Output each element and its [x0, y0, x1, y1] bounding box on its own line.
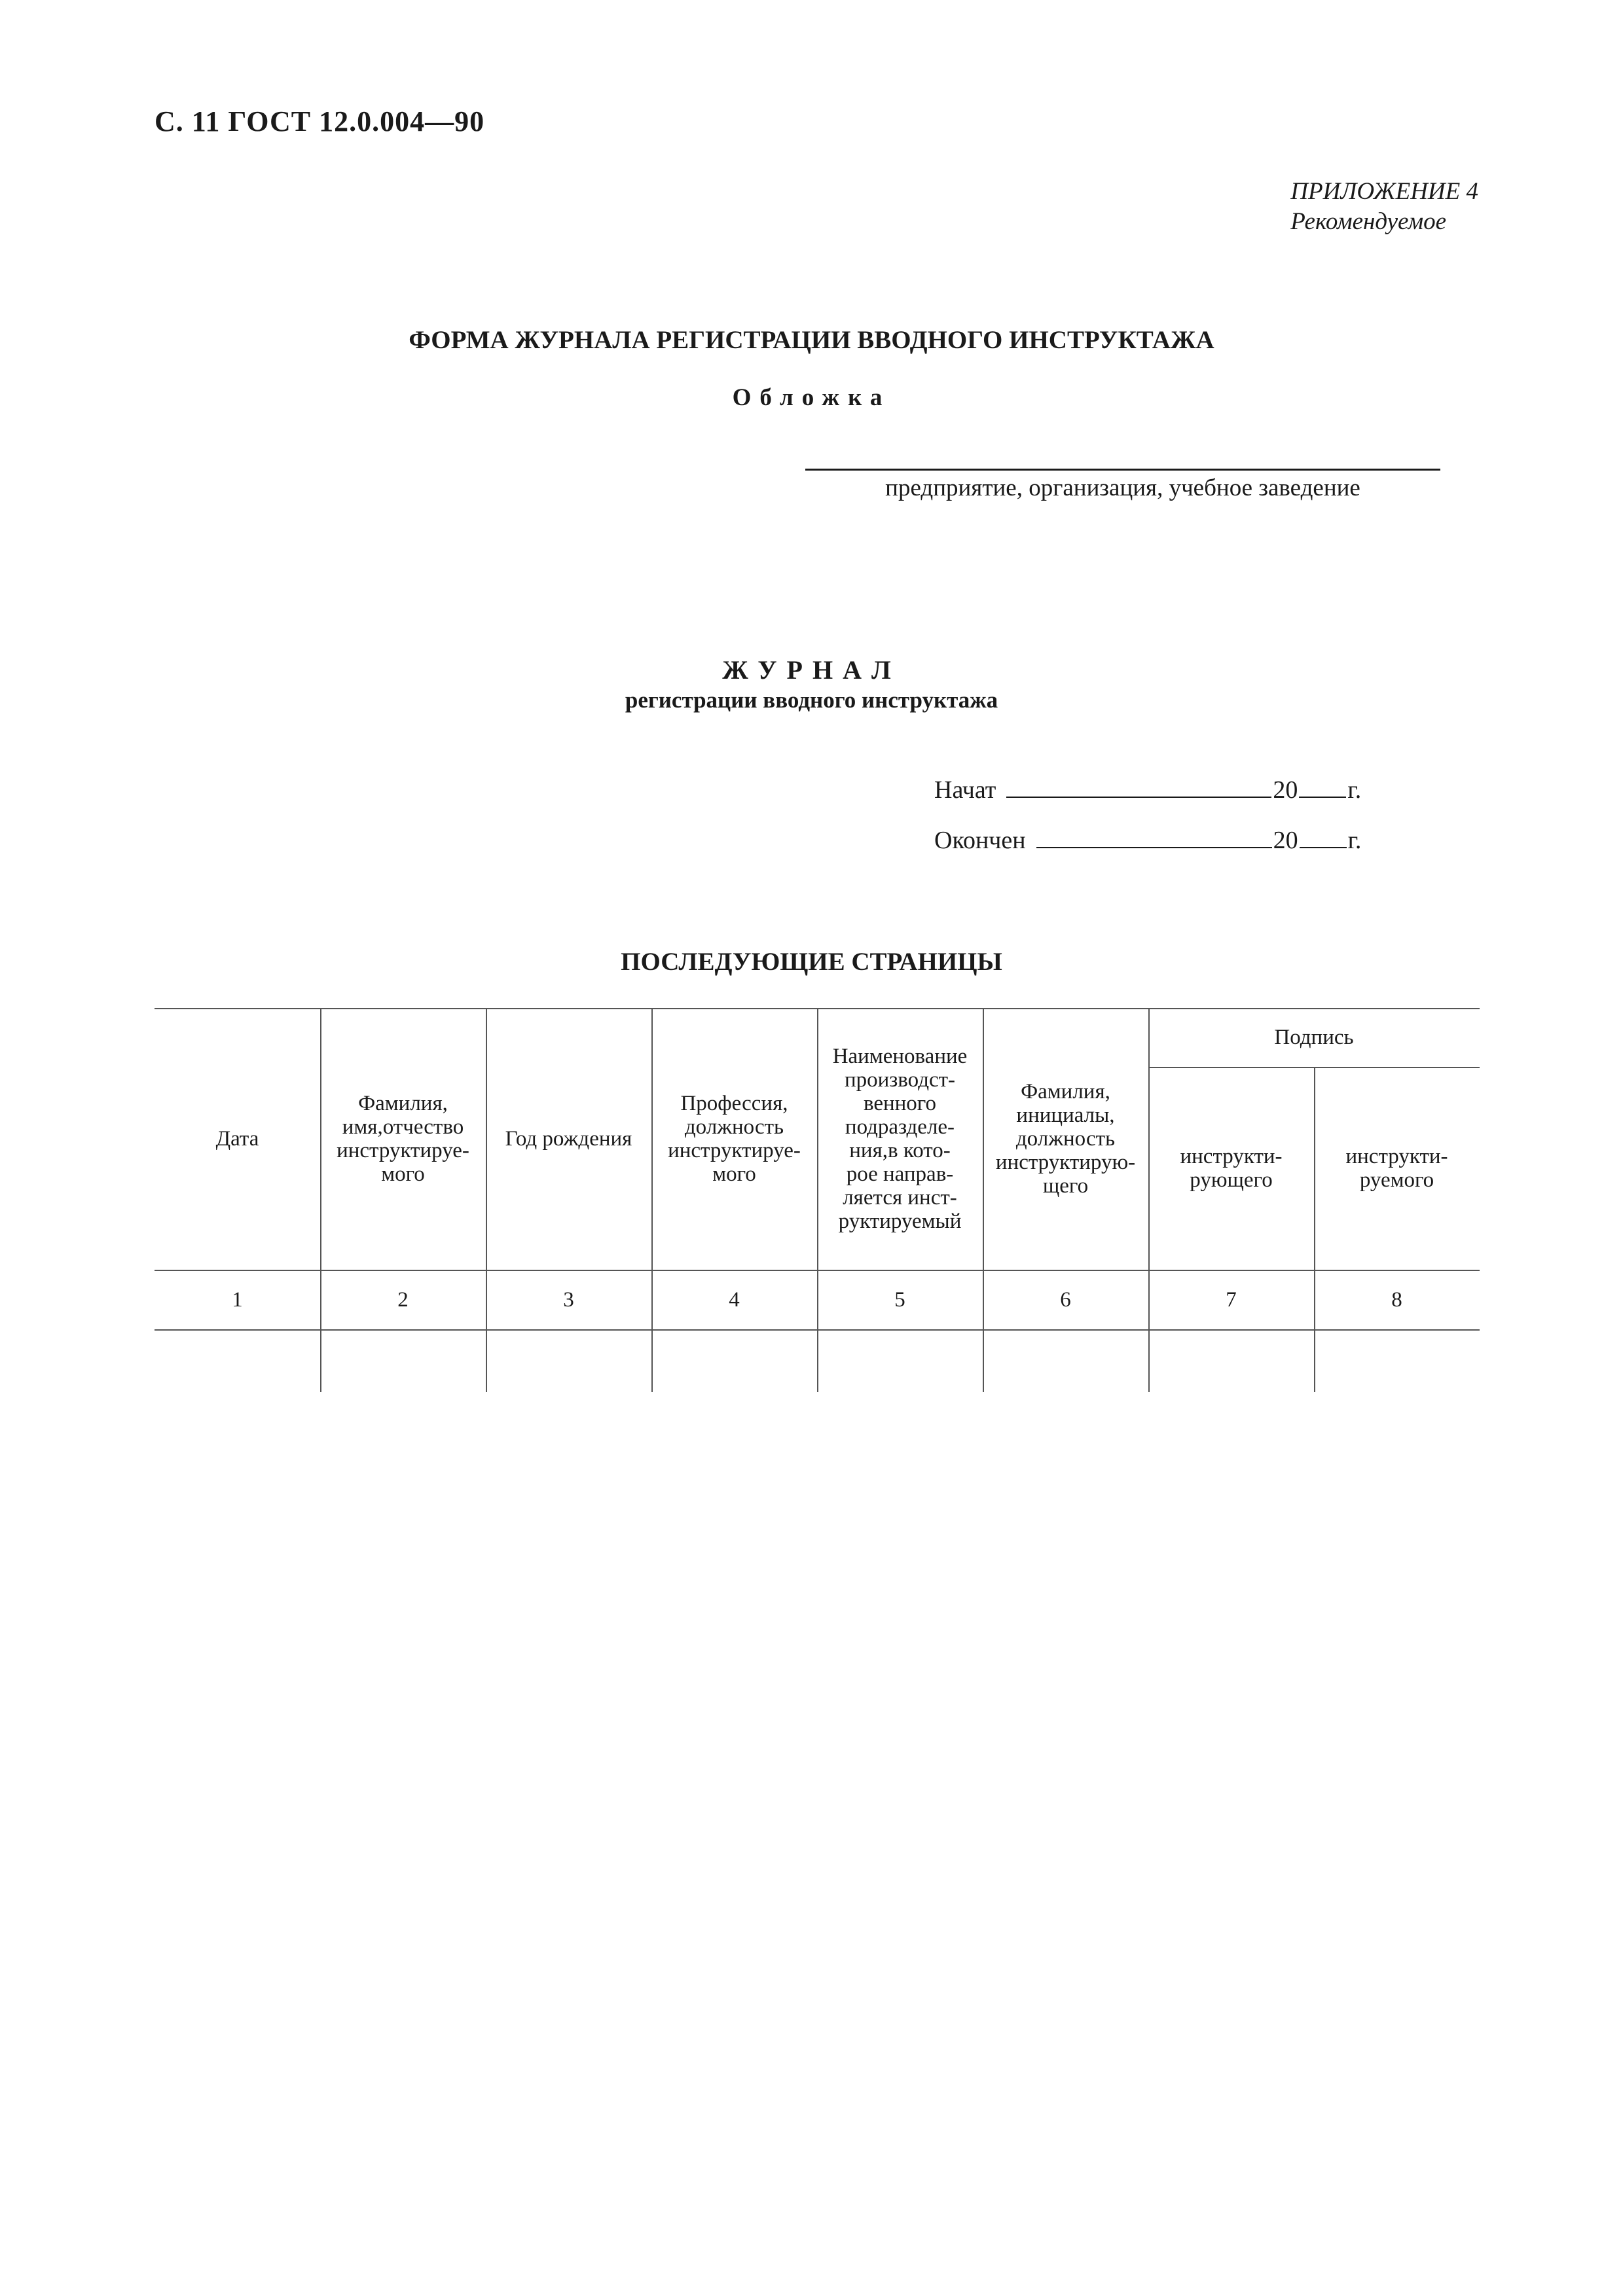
- finished-year-suffix: г.: [1347, 827, 1362, 854]
- column-header-full-name: [320, 1008, 486, 1270]
- finished-year-prefix: 20: [1273, 827, 1298, 854]
- column-number: 3: [563, 1287, 574, 1312]
- column-header-text: Фамилия, имя,отчество инструктируе- мого: [337, 1092, 469, 1186]
- column-header-text: инструкти- руемого: [1345, 1145, 1448, 1192]
- finished-date-blank: [1036, 827, 1272, 848]
- column-header-department: [817, 1008, 983, 1270]
- column-group-header-signature: Подпись: [1274, 1026, 1354, 1049]
- started-year-prefix: 20: [1273, 776, 1298, 804]
- organization-caption: предприятие, организация, учебное заведение: [885, 475, 1360, 501]
- column-number: 8: [1391, 1287, 1402, 1312]
- column-header-text: Фамилия, инициалы, должность инструктирую- щего: [995, 1080, 1136, 1198]
- column-header-text: Профессия, должность инструктируе- мого: [668, 1092, 801, 1186]
- cover-label: Обложка: [732, 384, 891, 411]
- column-number: 7: [1226, 1287, 1237, 1312]
- column-number: 6: [1060, 1287, 1071, 1312]
- journal-title: ЖУРНАЛ: [722, 655, 901, 685]
- finished-year-blank: [1300, 827, 1347, 848]
- organization-blank-line: [805, 469, 1440, 471]
- page-header: С. 11 ГОСТ 12.0.004—90: [155, 105, 485, 137]
- column-header-instructor-signature: [1148, 1067, 1314, 1270]
- column-number: 5: [894, 1287, 905, 1312]
- appendix-number: ПРИЛОЖЕНИЕ 4: [1290, 178, 1478, 205]
- column-number: 2: [397, 1287, 409, 1312]
- column-header-instructor: [983, 1008, 1148, 1270]
- started-label: Начат: [934, 776, 996, 804]
- column-number: 4: [729, 1287, 740, 1312]
- column-header-trainee-signature: [1314, 1067, 1480, 1270]
- finished-date-row: [934, 826, 1361, 855]
- column-header-birth-year: [486, 1008, 651, 1270]
- column-number: 1: [232, 1287, 243, 1312]
- column-header-text: Наименование производст- венного подразделе- ния,в кото- рое направ- ляется инст- руктируемый: [832, 1045, 968, 1233]
- table-row: [155, 1329, 1480, 1392]
- started-year-suffix: г.: [1347, 776, 1362, 804]
- finished-label: Окончен: [934, 827, 1026, 854]
- column-header-text: инструкти- рующего: [1180, 1145, 1283, 1192]
- column-header-profession: [651, 1008, 817, 1270]
- started-year-blank: [1299, 777, 1346, 798]
- journal-subtitle: регистрации вводного инструктажа: [625, 687, 998, 713]
- subsequent-pages-title: ПОСЛЕДУЮЩИЕ СТРАНИЦЫ: [621, 948, 1002, 976]
- appendix-label: [1290, 177, 1478, 237]
- started-date-row: [934, 776, 1361, 804]
- instruction-log-table: [155, 1008, 1480, 1392]
- column-header-date: [155, 1008, 320, 1270]
- column-header-text: Дата: [215, 1127, 259, 1151]
- form-title: ФОРМА ЖУРНАЛА РЕГИСТРАЦИИ ВВОДНОГО ИНСТРУКТАЖА: [409, 326, 1214, 354]
- started-date-blank: [1006, 777, 1271, 798]
- column-header-text: Год рождения: [505, 1127, 632, 1151]
- appendix-status: Рекомендуемое: [1290, 208, 1447, 235]
